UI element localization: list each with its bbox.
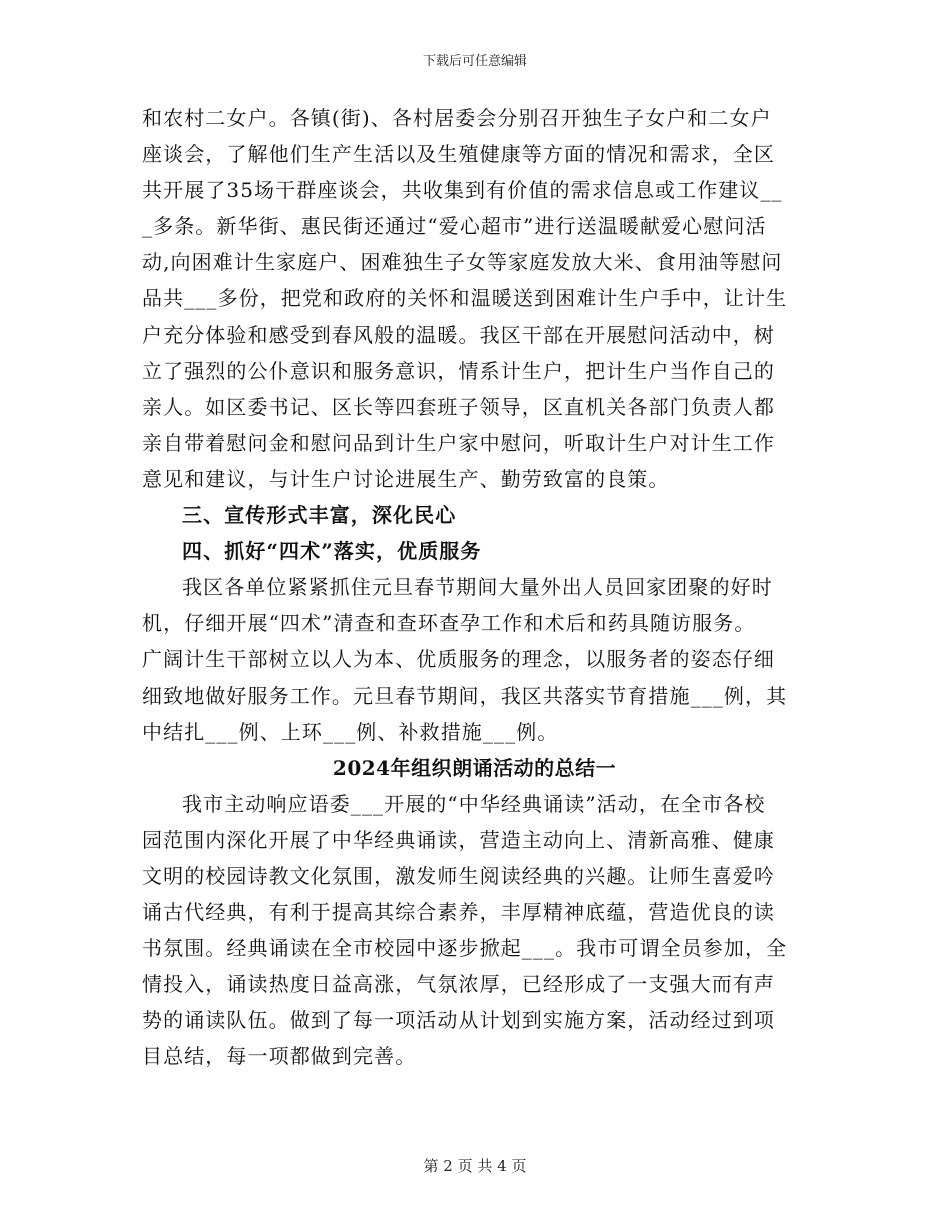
body-line: 座谈会，了解他们生产生活以及生殖健康等方面的情况和需求，全区 xyxy=(142,142,775,167)
body-line: _多条。新华街、惠民街还通过“爱心超市”进行送温暖献爱心慰问活 xyxy=(142,214,767,239)
body-line: 诵古代经典，有利于提高其综合素养，丰厚精神底蕴，营造优良的读 xyxy=(142,900,775,925)
section-heading: 三、宣传形式丰富，深化民心 xyxy=(182,503,457,528)
body-line: 中结扎___例、上环___例、补救措施___例。 xyxy=(142,719,559,744)
page-header: 下载后可任意编辑 xyxy=(422,54,527,69)
body-line: 动,向困难计生家庭户、困难独生子女等家庭发放大米、食用油等慰问 xyxy=(142,250,783,275)
section-heading: 四、抓好“四术”落实，优质服务 xyxy=(182,539,482,564)
body-line: 书氛围。经典诵读在全市校园中逐步掀起___。我市可谓全员参加，全 xyxy=(142,936,788,961)
document-body xyxy=(142,100,807,1075)
body-line: 我区各单位紧紧抓住元旦春节期间大量外出人员回家团聚的好时 xyxy=(182,575,773,600)
body-line: 机，仔细开展“四术”清查和查环查孕工作和术后和药具随访服务。 xyxy=(142,611,756,636)
page-footer: 第 2 页 共 4 页 xyxy=(423,1157,527,1175)
body-line: 园范围内深化开展了中华经典诵读，营造主动向上、清新高雅、健康 xyxy=(142,827,775,852)
body-line: 目总结，每一项都做到完善。 xyxy=(142,1044,417,1069)
body-line: 立了强烈的公仆意识和服务意识，情系计生户，把计生户当作自己的 xyxy=(142,358,775,383)
body-line: 共开展了35场干群座谈会，共收集到有价值的需求信息或工作建议__ xyxy=(142,178,783,203)
body-line: 细致地做好服务工作。元旦春节期间，我区共落实节育措施___例，其 xyxy=(142,683,788,708)
body-line: 广阔计生干部树立以人为本、优质服务的理念，以服务者的姿态仔细 xyxy=(142,647,775,672)
body-line: 品共___多份，把党和政府的关怀和温暖送到困难计生户手中，让计生 xyxy=(142,286,788,311)
body-line: 文明的校园诗教文化氛围，激发师生阅读经典的兴趣。让师生喜爱吟 xyxy=(142,863,775,888)
body-line: 亲自带着慰问金和慰问品到计生户家中慰问，听取计生户对计生工作 xyxy=(142,430,775,455)
body-line: 情投入，诵读热度日益高涨，气氛浓厚，已经形成了一支强大而有声 xyxy=(142,972,775,997)
body-line: 亲人。如区委书记、区长等四套班子领导，区直机关各部门负责人都 xyxy=(142,394,775,419)
article-title: 2024年组织朗诵活动的总结一 xyxy=(332,755,617,780)
body-line: 势的诵读队伍。做到了每一项活动从计划到实施方案，活动经过到项 xyxy=(142,1008,775,1033)
body-line: 户充分体验和感受到春风般的温暖。我区干部在开展慰问活动中，树 xyxy=(142,322,775,347)
body-line: 意见和建议，与计生户讨论进展生产、勤劳致富的良策。 xyxy=(142,466,670,491)
body-line: 我市主动响应语委___开展的“中华经典诵读”活动，在全市各校 xyxy=(182,791,766,816)
body-line: 和农村二女户。各镇(街)、各村居委会分别召开独生子女户和二女户 xyxy=(142,106,772,130)
